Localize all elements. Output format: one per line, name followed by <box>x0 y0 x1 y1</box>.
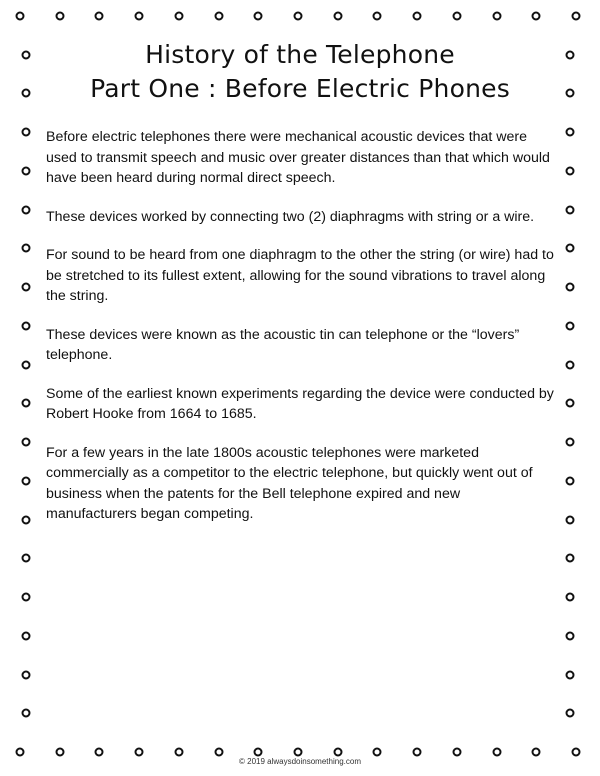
paragraph: These devices were known as the acoustic tin can telephone or the “lovers” telephone. <box>46 326 520 363</box>
border-dot <box>333 12 342 21</box>
border-dot <box>22 360 31 369</box>
copyright-footer: © 2019 alwaysdoinsomething.com <box>239 757 361 766</box>
border-dot <box>22 438 31 447</box>
border-dot <box>254 748 263 757</box>
border-dot <box>413 12 422 21</box>
border-dot <box>566 670 575 679</box>
border-dot <box>566 709 575 718</box>
border-dot <box>22 631 31 640</box>
border-dot <box>22 205 31 214</box>
border-dot <box>572 12 581 21</box>
border-dot <box>566 476 575 485</box>
border-dot <box>22 244 31 253</box>
border-dot <box>566 89 575 98</box>
border-dot <box>492 748 501 757</box>
border-dot <box>532 748 541 757</box>
border-dot <box>55 748 64 757</box>
border-dot <box>566 166 575 175</box>
border-dot <box>22 554 31 563</box>
title-line-1: History of the Telephone <box>145 40 455 69</box>
border-dot <box>22 476 31 485</box>
border-dot <box>22 283 31 292</box>
body-text <box>46 127 554 543</box>
border-dot <box>254 12 263 21</box>
paragraph: These devices worked by connecting two (2) diaphragms with string or a wire. <box>46 208 535 225</box>
border-dot <box>566 360 575 369</box>
border-dot <box>452 748 461 757</box>
border-dot <box>566 438 575 447</box>
border-dot <box>16 748 25 757</box>
border-dot <box>294 12 303 21</box>
border-dot <box>566 205 575 214</box>
border-dot <box>566 50 575 59</box>
border-dot <box>95 748 104 757</box>
border-dot <box>135 12 144 21</box>
page-title <box>40 38 560 106</box>
border-dot <box>333 748 342 757</box>
border-dot <box>492 12 501 21</box>
border-dot <box>452 12 461 21</box>
title-line-2: Part One : Before Electric Phones <box>90 74 510 103</box>
border-dot <box>214 12 223 21</box>
border-dot <box>532 12 541 21</box>
border-dot <box>174 748 183 757</box>
border-dot <box>174 12 183 21</box>
border-dot <box>214 748 223 757</box>
border-dot <box>22 709 31 718</box>
border-dot <box>22 166 31 175</box>
border-dot <box>22 89 31 98</box>
border-dot <box>413 748 422 757</box>
border-dot <box>566 631 575 640</box>
border-dot <box>22 50 31 59</box>
border-dot <box>566 399 575 408</box>
border-dot <box>566 515 575 524</box>
paragraph: Some of the earliest known experiments regarding the device were conducted by Robert Hooke from 1664 to 1685. <box>46 385 554 422</box>
paragraph: For sound to be heard from one diaphragm to the other the string (or wire) had to be stretched to its fullest extent, allowing for the sound vibrations to travel along the string. <box>46 247 554 304</box>
paragraph: For a few years in the late 1800s acoustic telephones were marketed commercially as a competitor to the electric telephone, but quickly went out of business when the patents for the Bell telephone expired and new manufacturers began competing. <box>46 444 533 522</box>
border-dot <box>373 748 382 757</box>
border-dot <box>95 12 104 21</box>
border-dot <box>566 283 575 292</box>
border-dot <box>566 593 575 602</box>
border-dot <box>572 748 581 757</box>
border-dot <box>22 128 31 137</box>
border-dot <box>566 128 575 137</box>
border-dot <box>22 515 31 524</box>
border-dot <box>55 12 64 21</box>
border-dot <box>294 748 303 757</box>
border-dot <box>22 321 31 330</box>
border-dot <box>22 399 31 408</box>
border-dot <box>566 244 575 253</box>
border-dot <box>566 554 575 563</box>
border-dot <box>22 593 31 602</box>
border-dot <box>566 321 575 330</box>
border-dot <box>373 12 382 21</box>
border-dot <box>135 748 144 757</box>
border-dot <box>16 12 25 21</box>
border-dot <box>22 670 31 679</box>
paragraph: Before electric telephones there were mechanical acoustic devices that were used to transmit speech and music over greater distances than that which would have been heard during normal direct speech. <box>46 129 550 186</box>
